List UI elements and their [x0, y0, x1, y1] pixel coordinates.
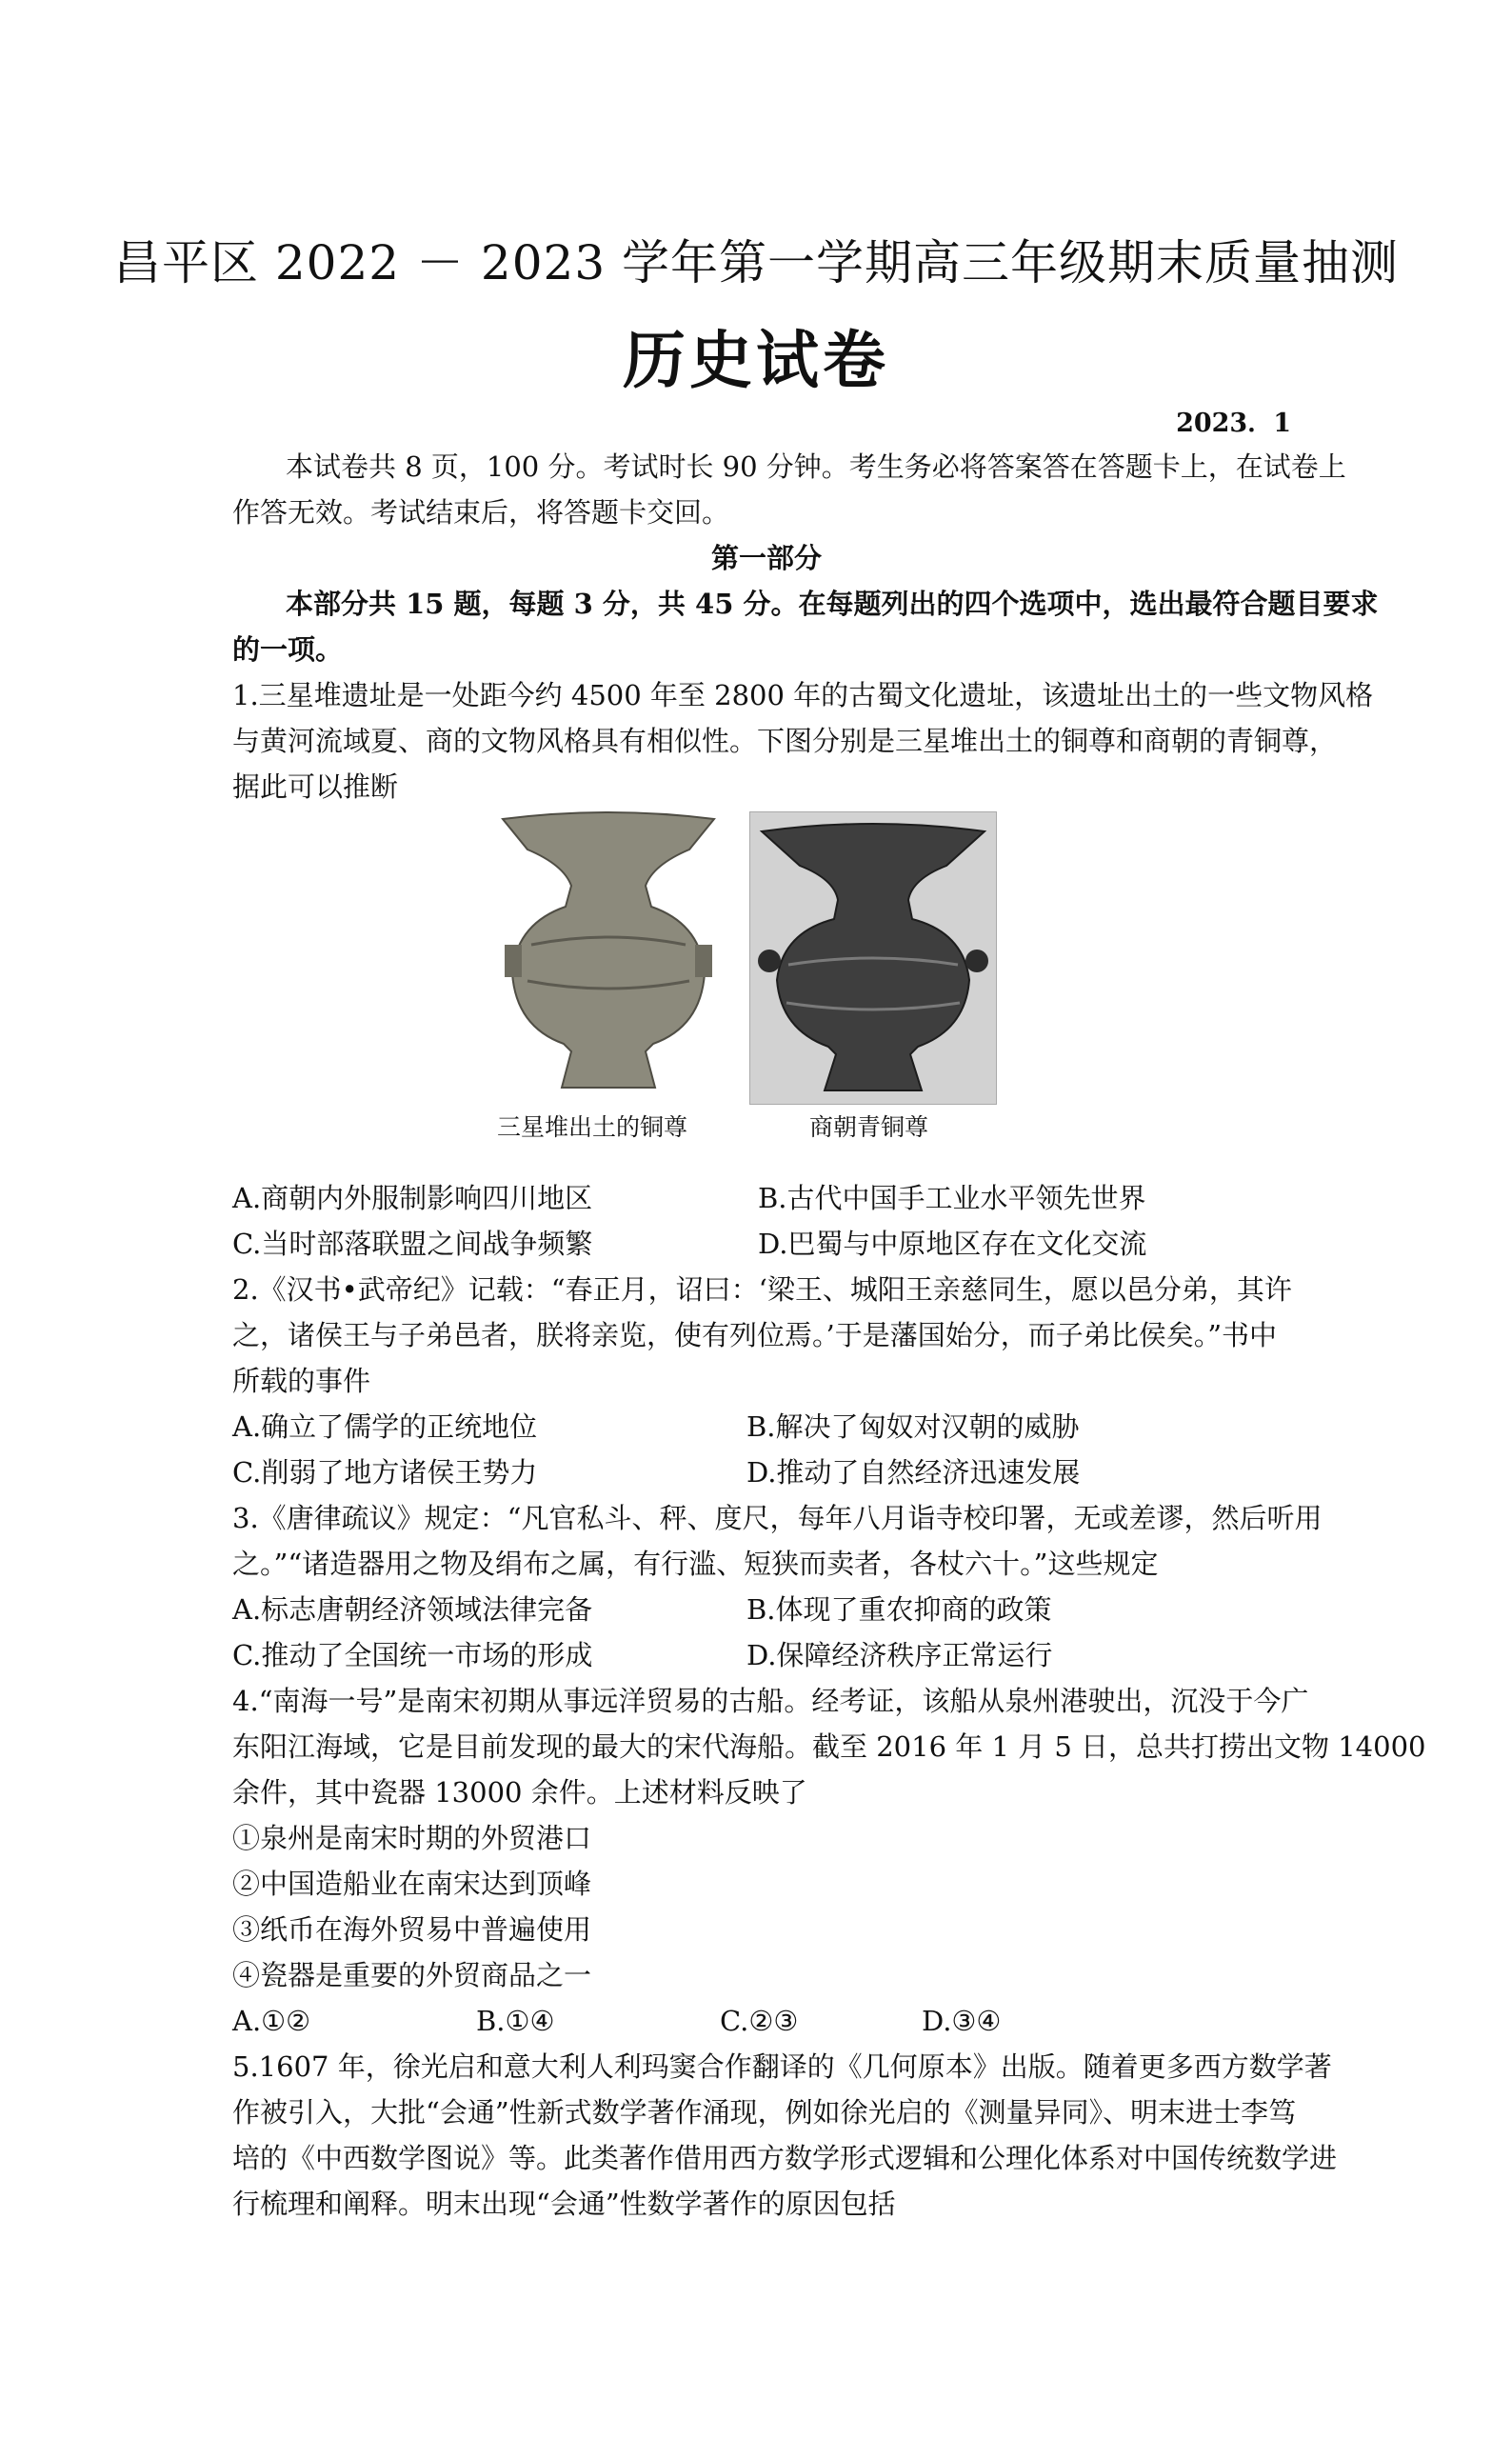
part-description: 本部分共 15 题，每题 3 分，共 45 分。在每题列出的四个选项中，选出最符合题目要求 的一项。	[232, 588, 1379, 666]
question-1-figure	[486, 811, 990, 1145]
caption-shang: 商朝青铜尊	[809, 1113, 929, 1141]
question-3-stem: 3.《唐律疏议》规定：“凡官私斗、秤、度尺，每年八月诣寺校印署，无或差谬，然后听用 之。”“诸造器用之物及绢布之属，有行滥、短狭而卖者，各杖六十。”这些规定	[232, 1502, 1323, 1580]
option-1d[interactable]: D.巴蜀与中原地区存在文化交流	[758, 1228, 1147, 1260]
question-2-stem: 2.《汉书•武帝纪》记载：“春正月，诏曰：‘梁王、城阳王亲慈同生，愿以邑分弟，其许 之，诸侯王与子弟邑者，朕将亲览，使有列位焉。’于是藩国始分，而子弟比侯矣。”书中 所载的事件	[232, 1273, 1292, 1397]
instructions-line: 本试卷共 8 页，100 分。考试时长 90 分钟。考生务必将答案答在答题卡上，在试卷上	[286, 450, 1346, 483]
option-3d[interactable]: D.保障经济秩序正常运行	[746, 1639, 1053, 1671]
option-4c[interactable]: C.②③	[720, 2005, 799, 2037]
option-1b[interactable]: B.古代中国手工业水平领先世界	[758, 1182, 1146, 1214]
instructions	[232, 444, 1346, 535]
exam-date: 2023．1	[1176, 409, 1291, 438]
option-2d[interactable]: D.推动了自然经济迅速发展	[746, 1456, 1081, 1489]
question-2-options	[232, 1404, 1301, 1495]
option-1a[interactable]: A.商朝内外服制影响四川地区	[232, 1182, 593, 1214]
list-item: ③纸币在海外贸易中普遍使用	[232, 1913, 592, 1946]
question-1-options	[232, 1175, 1301, 1267]
option-4a[interactable]: A.①②	[232, 2005, 311, 2037]
sanxingdui-bronze-zun-image	[486, 811, 731, 1103]
option-1c[interactable]: C.当时部落联盟之间战争频繁	[232, 1228, 593, 1260]
part-title: 第一部分	[710, 542, 822, 574]
list-item: ④瓷器是重要的外贸商品之一	[232, 1959, 592, 1991]
option-3c[interactable]: C.推动了全国统一市场的形成	[232, 1639, 593, 1671]
question-1-stem: 1.三星堆遗址是一处距今约 4500 年至 2800 年的古蜀文化遗址，该遗址出土的一些文物风格 与黄河流域夏、商的文物风格具有相似性。下图分别是三星堆出土的铜尊和商朝的青铜尊， 据此可以推断	[232, 679, 1374, 803]
shang-bronze-zun-image	[749, 811, 997, 1105]
option-2b[interactable]: B.解决了匈奴对汉朝的威胁	[746, 1410, 1080, 1443]
list-item: ①泉州是南宋时期的外贸港口	[232, 1822, 592, 1854]
option-3b[interactable]: B.体现了重农抑商的政策	[746, 1593, 1052, 1626]
exam-title: 昌平区 2022 － 2023 学年第一学期高三年级期末质量抽测	[112, 235, 1400, 290]
question-3-options	[232, 1587, 1301, 1678]
list-item: ②中国造船业在南宋达到顶峰	[232, 1868, 592, 1900]
option-2c[interactable]: C.削弱了地方诸侯王势力	[232, 1456, 538, 1489]
option-4d[interactable]: D.③④	[922, 2005, 1002, 2037]
subject-title: 历史试卷	[623, 323, 889, 397]
option-2a[interactable]: A.确立了儒学的正统地位	[232, 1410, 538, 1443]
question-4-stem: 4.“南海一号”是南宋初期从事远洋贸易的古船。经考证，该船从泉州港驶出，沉没于今广 东阳江海域，它是目前发现的最大的宋代海船。截至 2016 年 1 月 5 日，总共打捞出文物 14000 余件，其中瓷器 13000 余件。上述材料反映了	[232, 1685, 1426, 1809]
instructions-line: 作答无效。考试结束后，将答题卡交回。	[232, 496, 730, 529]
option-3a[interactable]: A.标志唐朝经济领域法律完备	[232, 1593, 593, 1626]
option-4b[interactable]: B.①④	[476, 2005, 555, 2037]
question-4-items	[232, 1815, 1301, 1998]
question-5-stem: 5.1607 年，徐光启和意大利人利玛窦合作翻译的《几何原本》出版。随着更多西方数学著 作被引入，大批“会通”性新式数学著作涌现，例如徐光启的《测量异同》、明末进士李笃 培的《中西数学图说》等。此类著作借用西方数学形式逻辑和公理化体系对中国传统数学进 行梳理和阐释。明末出现“会通”性数学著作的原因包括	[232, 2050, 1338, 2220]
question-4-options	[232, 1998, 1301, 2044]
caption-sanxingdui: 三星堆出土的铜尊	[497, 1113, 688, 1141]
